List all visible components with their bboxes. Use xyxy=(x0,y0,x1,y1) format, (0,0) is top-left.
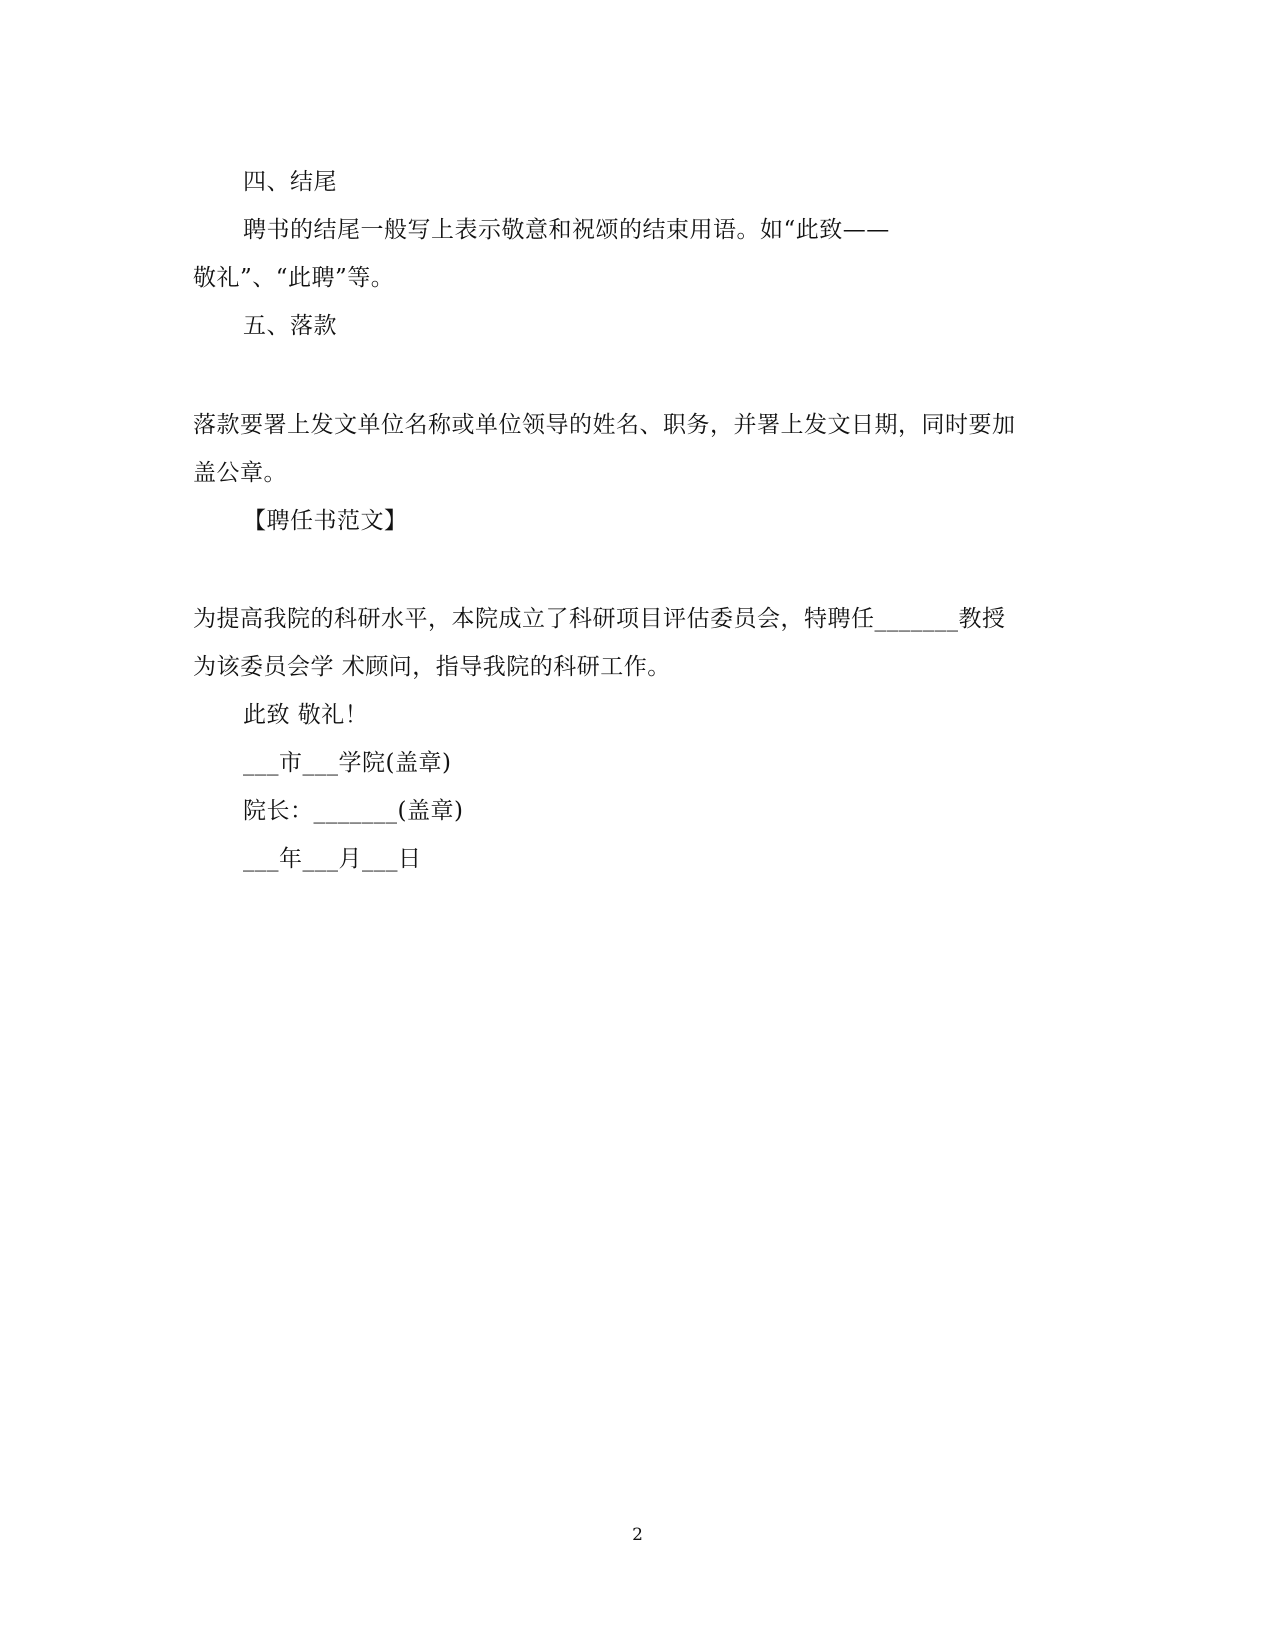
page-number: 2 xyxy=(632,1525,643,1545)
sample-closing: 此致 敬礼！ xyxy=(243,702,369,728)
heading-sample: 【聘任书范文】 xyxy=(243,508,408,534)
sample-body-line-2: 为该委员会学 术顾问，指导我院的科研工作。 xyxy=(193,654,671,680)
heading-ending: 四、结尾 xyxy=(243,169,337,195)
sample-body-line-1: 为提高我院的科研水平，本院成立了科研项目评估委员会，特聘任_______教授 xyxy=(193,606,1006,632)
sample-institution-seal: ___市___学院(盖章) xyxy=(243,750,452,776)
paragraph-signature-line-2: 盖公章。 xyxy=(193,460,287,486)
heading-signature: 五、落款 xyxy=(243,313,337,339)
paragraph-ending-line-1: 聘书的结尾一般写上表示敬意和祝颂的结束用语。如“此致—— xyxy=(243,217,890,243)
paragraph-ending-line-2: 敬礼”、“此聘”等。 xyxy=(193,265,395,291)
sample-date: ___年___月___日 xyxy=(243,846,422,872)
sample-dean-seal: 院长：_______(盖章) xyxy=(243,798,464,824)
paragraph-signature-line-1: 落款要署上发文单位名称或单位领导的姓名、职务，并署上发文日期，同时要加 xyxy=(193,412,1016,438)
